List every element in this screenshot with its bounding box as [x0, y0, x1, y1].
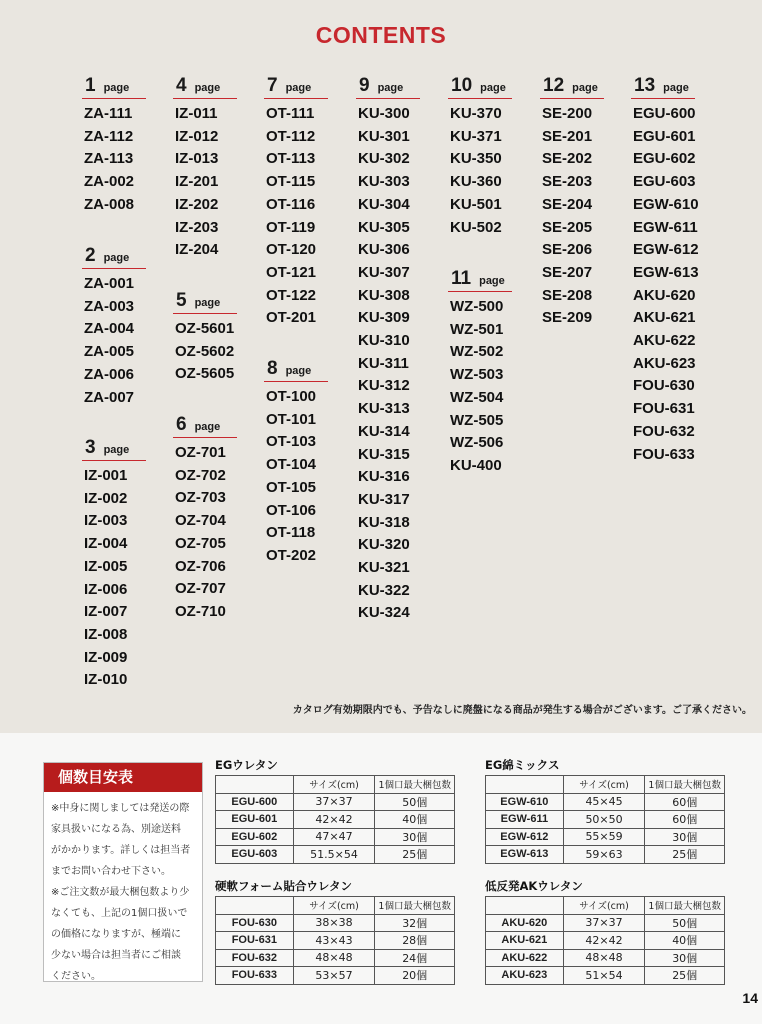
- product-code: OZ-705: [175, 534, 226, 552]
- table-cell: 55×59: [563, 828, 645, 846]
- table-cell: AKU-623: [486, 967, 564, 985]
- discontinue-notice: カタログ有効期限内でも、予告なしに廃盤になる商品が発生する場合がございます。ご了承ください。: [292, 705, 752, 716]
- packing-note-line: なくても、上記の1個口扱いで: [51, 908, 188, 919]
- packing-info-box: [43, 762, 203, 982]
- size-table-grid: [485, 775, 725, 864]
- table-cell: 53×57: [293, 967, 375, 985]
- table-row: [216, 793, 455, 811]
- product-code: SE-201: [542, 127, 593, 145]
- table-cell: EGW-612: [486, 828, 564, 846]
- product-code: KU-301: [358, 127, 410, 145]
- product-code: OZ-710: [175, 602, 226, 620]
- product-code: KU-501: [450, 195, 502, 213]
- table-row: [486, 811, 725, 829]
- product-code: OT-121: [266, 263, 317, 281]
- table-cell: 30個: [375, 828, 455, 846]
- page-number: 14: [742, 990, 758, 1006]
- product-code: IZ-010: [84, 671, 128, 689]
- table-row: [216, 846, 455, 864]
- table-cell: 50個: [375, 793, 455, 811]
- page-heading-unit: page: [377, 82, 404, 94]
- page-heading-number: 6: [176, 414, 187, 435]
- product-code: OT-202: [266, 546, 317, 564]
- product-code: KU-370: [450, 105, 502, 122]
- packing-box-title: 個数目安表: [44, 763, 202, 792]
- packing-note-line: までお問い合わせ下さい。: [51, 866, 171, 877]
- page-heading-number: 11: [451, 268, 472, 289]
- page-heading-unit: page: [479, 275, 505, 287]
- product-code: OZ-706: [175, 557, 226, 575]
- table-cell: EGW-611: [486, 811, 564, 829]
- page-heading-number: 2: [85, 245, 96, 266]
- product-code: OZ-704: [175, 512, 226, 530]
- table-cell: FOU-631: [216, 932, 294, 950]
- page-heading-unit: page: [103, 444, 130, 456]
- product-code: KU-350: [450, 150, 502, 168]
- product-code: SE-204: [542, 195, 593, 213]
- product-code: KU-308: [358, 286, 410, 304]
- product-code: IZ-012: [175, 127, 219, 145]
- product-code: IZ-202: [175, 195, 219, 213]
- product-code: SE-203: [542, 173, 593, 191]
- table-cell: FOU-632: [216, 949, 294, 967]
- page-heading-unit: page: [194, 421, 221, 433]
- table-cell: 25個: [645, 846, 725, 864]
- product-code: WZ-500: [450, 298, 504, 315]
- page-heading: [264, 358, 328, 382]
- table-row: [486, 828, 725, 846]
- page-heading-unit: page: [194, 82, 221, 94]
- product-code: EGW-611: [633, 218, 698, 236]
- product-code: IZ-009: [84, 648, 128, 666]
- table-cell: 42×42: [293, 811, 375, 829]
- product-code: KU-313: [358, 400, 410, 418]
- table-cell: 51×54: [563, 967, 645, 985]
- product-code: KU-312: [358, 377, 410, 395]
- page-heading-unit: page: [480, 82, 506, 94]
- product-code: ZA-008: [84, 195, 135, 213]
- product-code: ZA-004: [84, 320, 135, 338]
- table-header-cell: 1個口最大梱包数: [645, 776, 725, 794]
- table-header-cell: [216, 776, 294, 794]
- page-heading: [173, 414, 237, 438]
- product-code: KU-317: [358, 490, 410, 508]
- product-code: OZ-707: [175, 580, 226, 598]
- table-header-cell: サイズ(cm): [563, 897, 645, 915]
- product-code: ZA-001: [84, 275, 135, 292]
- table-cell: EGU-601: [216, 811, 294, 829]
- table-cell: 60個: [645, 811, 725, 829]
- product-code: KU-360: [450, 173, 502, 191]
- page-heading-unit: page: [285, 82, 312, 94]
- page-heading-unit: page: [663, 82, 689, 94]
- product-code: OT-103: [266, 433, 317, 451]
- product-code: KU-316: [358, 468, 410, 486]
- product-code: ZA-006: [84, 365, 135, 383]
- size-table-title: 硬軟フォーム貼合ウレタン: [215, 879, 352, 893]
- contents-group-page-7: [264, 75, 350, 330]
- table-cell: 20個: [375, 967, 455, 985]
- product-code: KU-314: [358, 422, 410, 440]
- page-heading: [173, 75, 237, 99]
- table-cell: 38×38: [293, 914, 375, 932]
- product-code: SE-209: [542, 309, 593, 327]
- table-cell: 60個: [645, 793, 725, 811]
- table-cell: 24個: [375, 949, 455, 967]
- product-code: OT-101: [266, 410, 317, 428]
- product-code: EGU-600: [633, 105, 696, 122]
- product-code: IZ-007: [84, 603, 128, 621]
- table-row: [216, 949, 455, 967]
- table-cell: 51.5×54: [293, 846, 375, 864]
- table-row: [486, 793, 725, 811]
- table-cell: AKU-621: [486, 932, 564, 950]
- table-row: [216, 828, 455, 846]
- contents-group-page-3: [82, 437, 168, 692]
- page-heading-number: 1: [85, 75, 96, 96]
- table-cell: 40個: [645, 932, 725, 950]
- table-row: [486, 932, 725, 950]
- product-code: KU-502: [450, 218, 502, 236]
- table-cell: FOU-633: [216, 967, 294, 985]
- product-code: KU-311: [358, 354, 409, 372]
- table-cell: EGU-600: [216, 793, 294, 811]
- table-cell: EGU-602: [216, 828, 294, 846]
- packing-note-line: ください。: [51, 971, 101, 982]
- product-code: KU-315: [358, 445, 410, 463]
- product-code: SE-208: [542, 286, 593, 304]
- product-code: EGU-601: [633, 127, 696, 145]
- product-code: SE-202: [542, 150, 593, 168]
- product-code: IZ-201: [175, 173, 219, 191]
- table-header-cell: 1個口最大梱包数: [375, 776, 455, 794]
- packing-note-line: ※中身に関しましては発送の際: [51, 803, 190, 814]
- packing-note-line: 家具扱いになる為、別途送料: [51, 824, 181, 835]
- table-header-cell: [486, 897, 564, 915]
- table-row: [486, 846, 725, 864]
- product-code: IZ-204: [175, 241, 219, 259]
- packing-note-line: 少ない場合は担当者にご相談: [51, 950, 181, 961]
- product-code: SE-206: [542, 241, 593, 259]
- product-code: WZ-501: [450, 320, 504, 338]
- size-table-grid: [215, 775, 455, 864]
- table-row: [486, 949, 725, 967]
- product-code: WZ-504: [450, 388, 504, 406]
- size-table: [485, 757, 725, 864]
- product-code: FOU-630: [633, 377, 695, 395]
- table-cell: 37×37: [563, 914, 645, 932]
- page-heading-unit: page: [285, 365, 312, 377]
- product-code: OT-105: [266, 478, 317, 496]
- product-code: ZA-002: [84, 173, 135, 191]
- contents-group-page-2: [82, 245, 168, 409]
- product-code: WZ-505: [450, 411, 504, 429]
- product-code: KU-309: [358, 309, 410, 327]
- packing-note-line: がかかります。詳しくは担当者: [51, 845, 191, 856]
- page-heading-number: 7: [267, 75, 278, 96]
- product-code: WZ-506: [450, 434, 504, 452]
- product-code: EGW-610: [633, 195, 699, 213]
- table-cell: 45×45: [563, 793, 645, 811]
- product-code: OZ-702: [175, 466, 226, 484]
- contents-group-page-4: [173, 75, 259, 262]
- page-heading: [82, 75, 146, 99]
- packing-note-line: ※ご注文数が最大梱包数より少: [51, 887, 190, 898]
- product-code: OT-115: [266, 173, 316, 191]
- product-code: OZ-703: [175, 489, 226, 507]
- product-code: ZA-111: [84, 105, 133, 122]
- product-code: IZ-006: [84, 580, 128, 598]
- product-code: KU-324: [358, 604, 410, 622]
- table-cell: 28個: [375, 932, 455, 950]
- table-row: [216, 932, 455, 950]
- product-code: SE-200: [542, 105, 593, 122]
- product-code: AKU-621: [633, 309, 696, 327]
- table-row: [216, 914, 455, 932]
- product-code: OT-100: [266, 388, 317, 405]
- table-cell: AKU-620: [486, 914, 564, 932]
- table-cell: EGU-603: [216, 846, 294, 864]
- product-code: EGU-602: [633, 150, 696, 168]
- contents-group-page-13: [631, 75, 717, 466]
- product-code: KU-318: [358, 513, 410, 531]
- page-heading: [631, 75, 695, 99]
- product-code: KU-322: [358, 581, 410, 599]
- page-heading: [540, 75, 604, 99]
- product-code: OT-120: [266, 241, 317, 259]
- table-header-row: [216, 776, 455, 794]
- packing-note-line: の価格になりますが、極端に: [51, 929, 181, 940]
- table-header-row: [486, 897, 725, 915]
- product-code: OT-111: [266, 105, 315, 122]
- page-heading-number: 5: [176, 290, 187, 311]
- size-table-title: EG綿ミックス: [485, 758, 560, 772]
- contents-group-page-9: [356, 75, 442, 625]
- product-code: OT-106: [266, 501, 317, 519]
- product-code: OT-118: [266, 524, 316, 542]
- table-header-cell: サイズ(cm): [293, 897, 375, 915]
- packing-box-notes: [44, 792, 202, 987]
- page-heading-unit: page: [572, 82, 598, 94]
- product-code: SE-205: [542, 218, 593, 236]
- page-heading: [82, 245, 146, 269]
- table-cell: 37×37: [293, 793, 375, 811]
- product-code: IZ-005: [84, 557, 128, 575]
- table-row: [216, 967, 455, 985]
- size-table-title: 低反発AKウレタン: [485, 879, 583, 893]
- product-code: ZA-113: [84, 150, 134, 168]
- product-code: IZ-003: [84, 512, 128, 530]
- table-cell: 30個: [645, 828, 725, 846]
- page-heading: [264, 75, 328, 99]
- table-row: [486, 967, 725, 985]
- product-code: WZ-502: [450, 343, 504, 361]
- contents-group-page-12: [540, 75, 626, 330]
- product-code: KU-310: [358, 332, 410, 350]
- table-header-cell: 1個口最大梱包数: [645, 897, 725, 915]
- table-row: [486, 914, 725, 932]
- table-cell: 43×43: [293, 932, 375, 950]
- product-code: OT-116: [266, 195, 316, 213]
- product-code: EGU-603: [633, 173, 696, 191]
- product-code: ZA-005: [84, 343, 135, 361]
- table-header-cell: 1個口最大梱包数: [375, 897, 455, 915]
- product-code: KU-320: [358, 536, 410, 554]
- product-code: IZ-002: [84, 489, 128, 507]
- table-cell: 48×48: [563, 949, 645, 967]
- product-code: FOU-632: [633, 422, 695, 440]
- product-code: EGW-613: [633, 263, 699, 281]
- table-cell: 30個: [645, 949, 725, 967]
- table-cell: 59×63: [563, 846, 645, 864]
- table-cell: FOU-630: [216, 914, 294, 932]
- product-code: OZ-701: [175, 444, 226, 461]
- product-code: OT-104: [266, 456, 317, 474]
- table-cell: 25個: [375, 846, 455, 864]
- product-code: IZ-011: [175, 105, 218, 122]
- size-table: [215, 878, 455, 985]
- contents-group-page-1: [82, 75, 168, 217]
- table-header-cell: [216, 897, 294, 915]
- product-code: KU-371: [450, 127, 502, 145]
- product-code: AKU-622: [633, 332, 696, 350]
- table-cell: 40個: [375, 811, 455, 829]
- product-code: OT-122: [266, 286, 317, 304]
- table-cell: 42×42: [563, 932, 645, 950]
- table-cell: 50×50: [563, 811, 645, 829]
- size-table: [485, 878, 725, 985]
- table-header-row: [216, 897, 455, 915]
- page-heading-number: 10: [451, 75, 473, 96]
- table-header-row: [486, 776, 725, 794]
- product-code: AKU-620: [633, 286, 696, 304]
- table-row: [216, 811, 455, 829]
- product-code: IZ-001: [84, 467, 128, 484]
- table-cell: EGW-613: [486, 846, 564, 864]
- product-code: IZ-203: [175, 218, 219, 236]
- product-code: OZ-5605: [175, 365, 235, 383]
- product-code: KU-400: [450, 456, 502, 474]
- page-heading: [448, 268, 512, 292]
- product-code: OT-112: [266, 127, 316, 145]
- table-cell: 25個: [645, 967, 725, 985]
- size-table-grid: [215, 896, 455, 985]
- contents-group-page-5: [173, 290, 259, 386]
- product-code: KU-304: [358, 195, 410, 213]
- product-code: ZA-112: [84, 127, 134, 145]
- table-cell: EGW-610: [486, 793, 564, 811]
- product-code: KU-321: [358, 559, 410, 577]
- product-code: OZ-5601: [175, 320, 235, 337]
- product-code: KU-303: [358, 173, 410, 191]
- table-cell: AKU-622: [486, 949, 564, 967]
- product-code: FOU-633: [633, 445, 695, 463]
- page-heading-number: 13: [634, 75, 656, 96]
- page-heading: [82, 437, 146, 461]
- size-table-grid: [485, 896, 725, 985]
- product-code: KU-306: [358, 241, 410, 259]
- product-code: SE-207: [542, 263, 593, 281]
- page-heading-unit: page: [103, 252, 130, 264]
- product-code: OT-201: [266, 309, 317, 327]
- table-cell: 32個: [375, 914, 455, 932]
- product-code: KU-307: [358, 263, 410, 281]
- page-heading-unit: page: [194, 297, 221, 309]
- contents-group-page-8: [264, 358, 350, 568]
- contents-group-page-6: [173, 414, 259, 624]
- product-code: KU-305: [358, 218, 410, 236]
- table-cell: 47×47: [293, 828, 375, 846]
- product-code: FOU-631: [633, 400, 695, 418]
- product-code: IZ-004: [84, 535, 128, 553]
- page-heading-number: 3: [85, 437, 96, 458]
- product-code: KU-302: [358, 150, 410, 168]
- page-heading: [448, 75, 512, 99]
- contents-group-page-11: [448, 268, 534, 478]
- table-cell: 50個: [645, 914, 725, 932]
- contents-group-page-10: [448, 75, 534, 239]
- product-code: EGW-612: [633, 241, 699, 259]
- product-code: KU-300: [358, 105, 410, 122]
- product-code: OZ-5602: [175, 342, 235, 360]
- size-table-title: EGウレタン: [215, 758, 278, 772]
- page-heading-number: 12: [543, 75, 565, 96]
- product-code: WZ-503: [450, 366, 504, 384]
- product-code: AKU-623: [633, 354, 696, 372]
- table-cell: 48×48: [293, 949, 375, 967]
- table-header-cell: サイズ(cm): [293, 776, 375, 794]
- size-table: [215, 757, 455, 864]
- page-heading: [356, 75, 420, 99]
- page-heading-unit: page: [103, 82, 130, 94]
- page-heading-number: 4: [176, 75, 187, 96]
- product-code: IZ-008: [84, 625, 128, 643]
- product-code: IZ-013: [175, 150, 219, 168]
- page-heading-number: 9: [359, 75, 370, 96]
- page-heading-number: 8: [267, 358, 278, 379]
- product-code: OT-113: [266, 150, 316, 168]
- table-header-cell: [486, 776, 564, 794]
- page-heading: [173, 290, 237, 314]
- page-title: CONTENTS: [315, 22, 447, 48]
- product-code: OT-119: [266, 218, 316, 236]
- product-code: ZA-007: [84, 388, 135, 406]
- table-header-cell: サイズ(cm): [563, 776, 645, 794]
- product-code: ZA-003: [84, 297, 135, 315]
